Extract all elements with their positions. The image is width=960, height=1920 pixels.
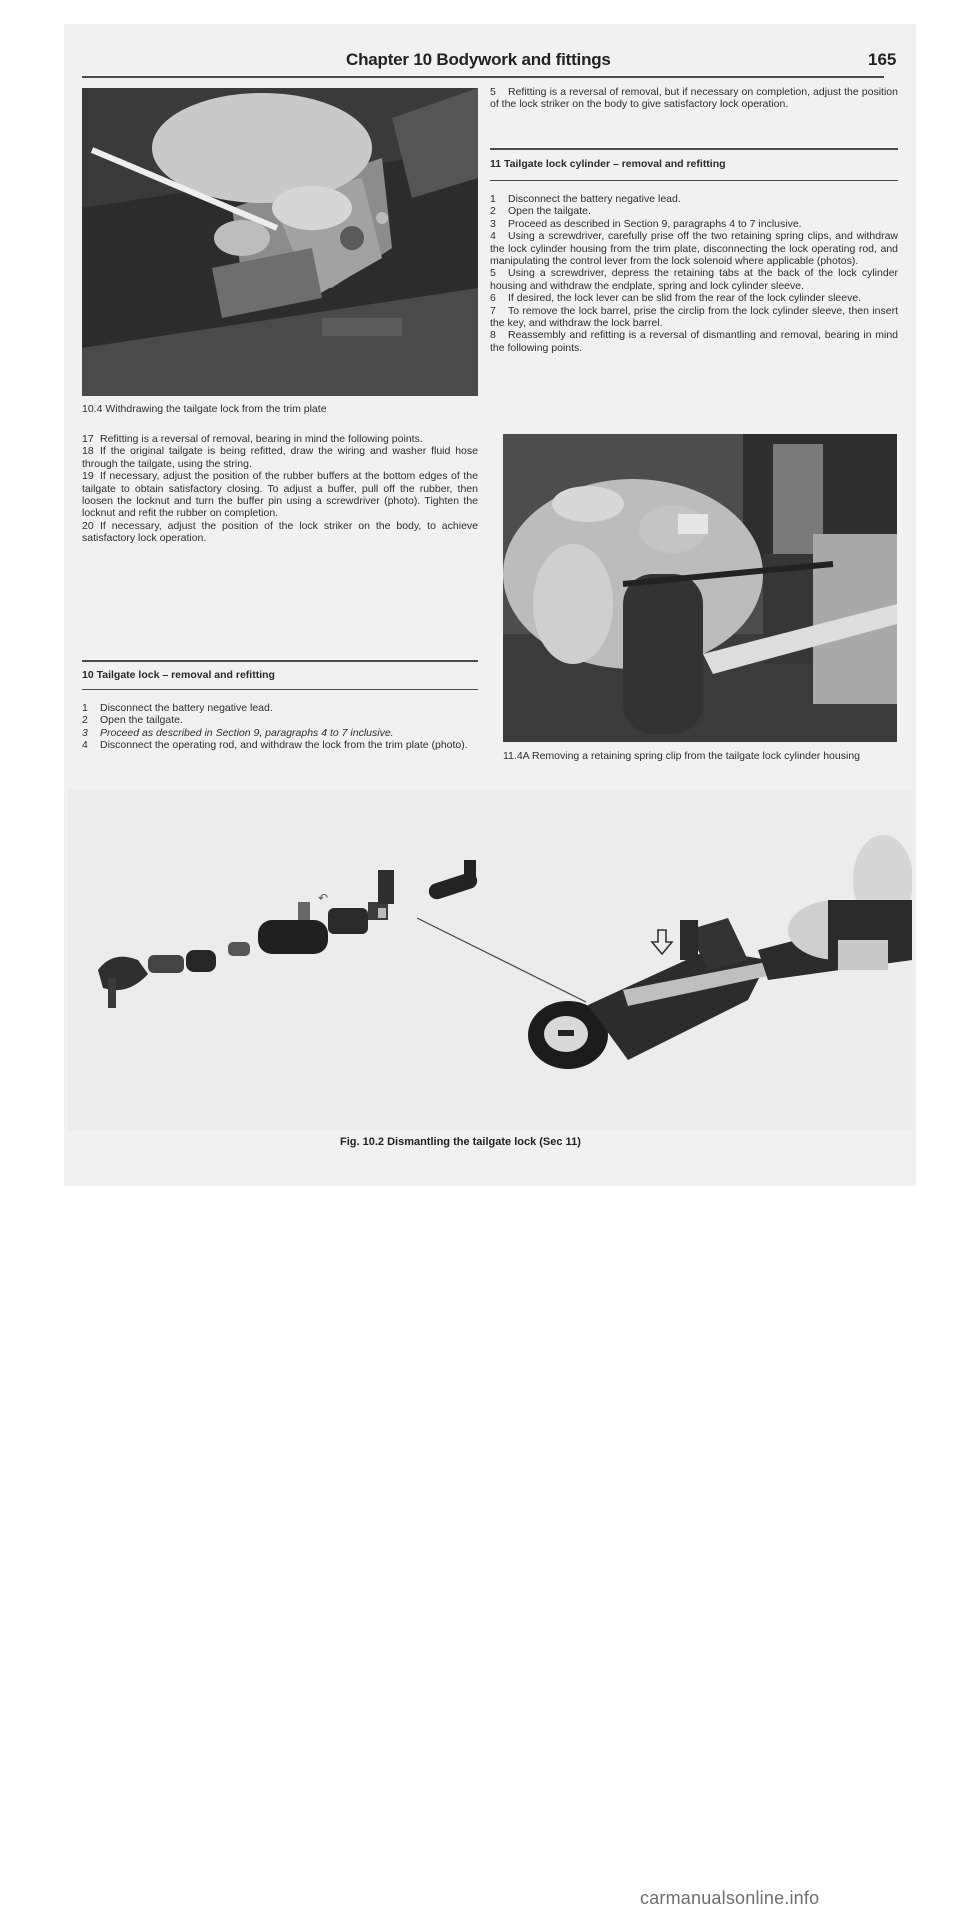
section-10-item: 2 Open the tailgate.: [82, 714, 183, 727]
paragraph-5-intro: 5 Refitting is a reversal of removal, but if necessary on completion, adjust the position of the lock striker on the body to give satisfactory lock operation.: [490, 86, 898, 111]
section-11-item: 6 If desired, the lock lever can be slid from the rear of the lock cylinder sleeve.: [490, 292, 862, 305]
section-11-item: 3 Proceed as described in Section 9, paragraphs 4 to 7 inclusive.: [490, 217, 802, 230]
section-11-item: 5 Using a screwdriver, depress the retaining tabs at the back of the lock cylinder housing and withdraw the endplate, spring and lock cylinder sleeve.: [490, 267, 898, 292]
figure-caption: Fig. 10.2 Dismantling the tailgate lock (Sec 11): [340, 1136, 581, 1148]
section-10-heading: 10 Tailgate lock – removal and refitting: [82, 669, 275, 681]
paragraph-18: 18 If the original tailgate is being refitted, draw the wiring and washer fluid hose through the tailgate, using the string.: [82, 445, 478, 470]
section-11-item: 1 Disconnect the battery negative lead.: [490, 193, 681, 205]
section-10-rule-top: [82, 660, 478, 662]
section-11-item: 7 To remove the lock barrel, prise the circlip from the lock cylinder sleeve, then insert the key, and withdraw the lock barrel.: [490, 304, 898, 330]
photo-caption-10-4: 10.4 Withdrawing the tailgate lock from the trim plate: [82, 403, 327, 415]
section-11-item: 4 Using a screwdriver, carefully prise off the two retaining spring clips, and withdraw the lock cylinder housing from the trim plate, disconnecting the lock operating rod, and manipulating the control lever from the lock solenoid where applicable (photos).: [490, 230, 898, 268]
page-number: 165: [868, 50, 897, 69]
section-10-items: [82, 702, 478, 752]
section-11-rule-bottom: [490, 180, 898, 181]
svg-text:↶: ↶: [318, 891, 329, 905]
section-11-item: 8 Reassembly and refitting is a reversal of dismantling and removal, bearing in mind the following points.: [490, 329, 898, 354]
watermark: carmanualsonline.info: [640, 1888, 820, 1908]
header-rule: [82, 76, 884, 78]
section-10-rule-bottom: [82, 689, 478, 690]
section-11-rule-top: [490, 148, 898, 150]
photo-caption-11-4a: 11.4A Removing a retaining spring clip from the tailgate lock cylinder housing: [503, 750, 860, 762]
chapter-title: Chapter 10 Bodywork and fittings: [346, 50, 611, 69]
section-11-items: [490, 193, 898, 354]
section-10-item: 4 Disconnect the operating rod, and withdraw the lock from the trim plate (photo).: [82, 739, 468, 752]
figure-tailgate-lock-dismantling: [68, 790, 912, 1130]
photo-spring-clip-removal: [503, 434, 897, 742]
photo-tailgate-lock-withdrawal: [82, 88, 478, 396]
section-11-item: 2 Open the tailgate.: [490, 205, 591, 218]
paragraph-17: 17 Refitting is a reversal of removal, bearing in mind the following points.: [82, 433, 423, 445]
paragraph-20: 20 If necessary, adjust the position of the lock striker on the body, to achieve satisfactory lock operation.: [82, 519, 478, 545]
left-paragraphs: [82, 433, 478, 545]
section-11-heading: 11 Tailgate lock cylinder – removal and refitting: [490, 158, 726, 170]
section-10-item: 3 Proceed as described in Section 9, paragraphs 4 to 7 inclusive.: [82, 726, 394, 739]
paragraph-19: 19 If necessary, adjust the position of the rubber buffers at the bottom edges of the tailgate to obtain satisfactory closing. To adjust a buffer, pull off the rubber, then loosen the locknut and turn the buffer pin using a screwdriver (photo). Tighten the locknut and refit the rubber on completion.: [82, 470, 478, 520]
section-10-item: 1 Disconnect the battery negative lead.: [82, 702, 273, 714]
